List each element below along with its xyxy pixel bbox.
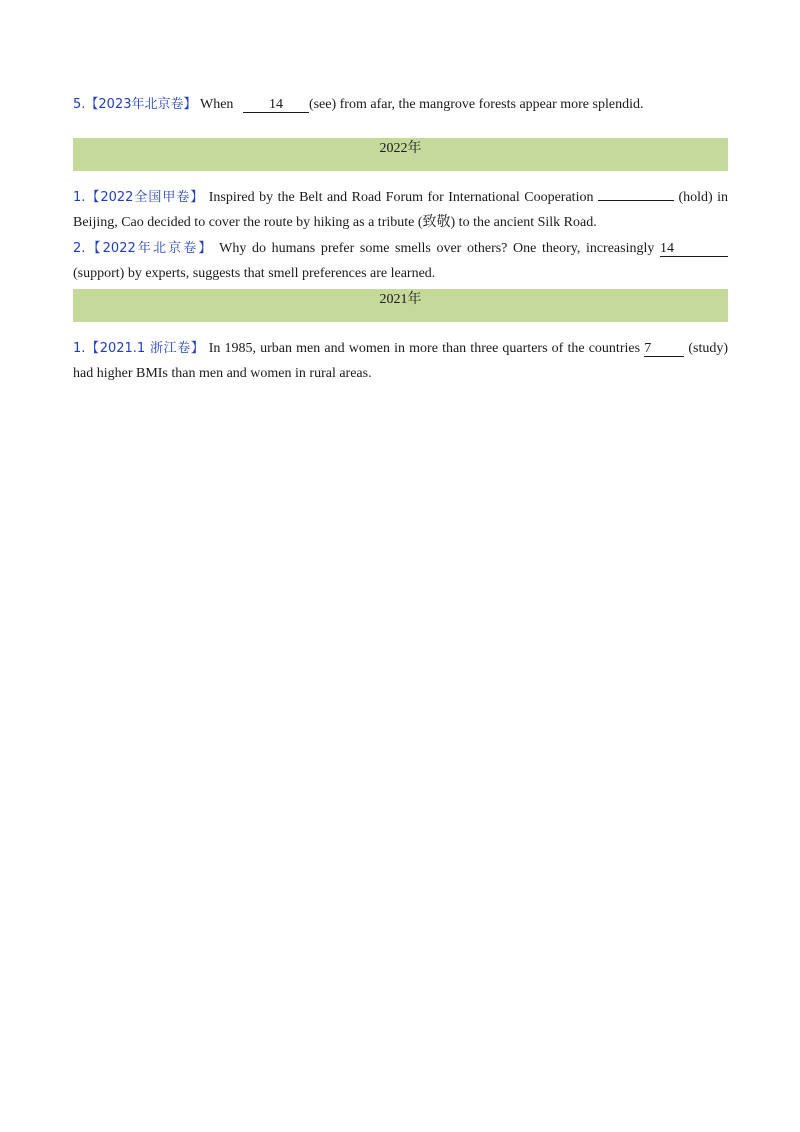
section-header-2021	[73, 289, 728, 322]
question-text: When	[200, 97, 234, 112]
question-source-tag: 1.【2021.1 浙江卷】	[73, 341, 205, 356]
question-source-tag: 5.【2023年北京卷】	[73, 97, 197, 112]
question-source-tag: 2.【2022年北京卷】	[73, 241, 214, 256]
question-2022-2-line2: (support) by experts, suggests that smell preferences are learned.	[73, 266, 436, 281]
question-hint: (hold) in	[678, 190, 729, 205]
question-2021-1	[73, 340, 728, 358]
question-2021-1-line2: had higher BMIs than men and women in rural areas.	[73, 366, 372, 381]
question-2022-2	[73, 240, 728, 258]
section-label: 2021年	[379, 292, 422, 307]
answer-blank: 7	[644, 341, 684, 357]
question-text: Why do humans prefer some smells over others? One theory, increasingly	[219, 241, 655, 256]
question-text: Inspired by the Belt and Road Forum for International Cooperation	[208, 190, 594, 205]
question-text: (see) from afar, the mangrove forests appear more splendid.	[308, 97, 644, 112]
question-2023-5	[73, 96, 728, 114]
answer-blank	[598, 200, 674, 201]
answer-blank: 14	[243, 97, 309, 113]
question-text: In 1985, urban men and women in more than three quarters of the countries	[208, 341, 641, 356]
section-header-2022	[73, 138, 728, 171]
question-2022-1	[73, 189, 728, 207]
answer-blank: 14	[660, 241, 728, 257]
section-label: 2022年	[379, 141, 422, 156]
question-source-tag: 1.【2022全国甲卷】	[73, 190, 205, 205]
question-2022-1-line2: Beijing, Cao decided to cover the route by hiking as a tribute (致敬) to the ancient Silk Road.	[73, 215, 597, 230]
question-hint: (study)	[688, 341, 729, 356]
